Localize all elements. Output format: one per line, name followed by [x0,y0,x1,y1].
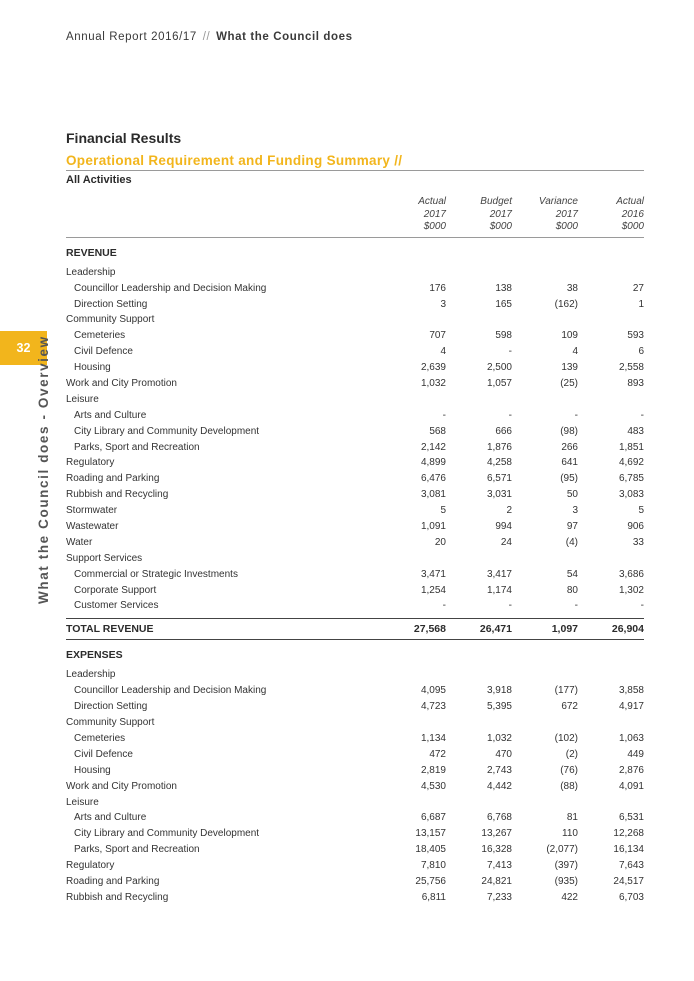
cell-value: 1,851 [618,441,644,453]
cell-value: 5,395 [486,701,512,713]
cell-value: 5 [638,505,644,517]
cell-value: 3,417 [486,568,512,580]
column-header: Budget 2017 $000 [480,196,512,233]
cell-value: 470 [495,748,512,760]
scope-label: All Activities [66,174,132,186]
row-label: Housing [74,362,111,374]
cell-value: 568 [429,425,446,437]
cell-value: 598 [495,330,512,342]
row-label: Leadership [66,669,116,681]
cell-value: (98) [560,425,578,437]
row-label: Leisure [66,796,99,808]
total-value: 26,904 [611,623,644,636]
row-label: Cemeteries [74,732,126,744]
cell-value: 27 [632,282,644,294]
row-label: Rubbish and Recycling [66,489,169,501]
table-row [66,392,644,408]
cell-value: 24,821 [481,875,512,887]
cell-value: 3,081 [420,489,446,501]
cell-value: 422 [561,891,578,903]
cell-value: 906 [627,521,644,533]
cell-value: 3,686 [618,568,644,580]
table-row [66,667,644,683]
section-side-label: What the Council does - Overview [36,335,51,604]
cell-value: 1,254 [420,584,446,596]
cell-value: 13,157 [415,828,446,840]
cell-value [446,795,512,811]
row-label: Parks, Sport and Recreation [74,844,200,856]
table-row [66,699,644,715]
cell-value: 16,328 [481,844,512,856]
cell-value: 1,032 [420,378,446,390]
cell-value: 4,091 [618,780,644,792]
table-row [66,890,644,906]
cell-value: 1,032 [486,732,512,744]
cell-value: 24 [500,536,512,548]
total-value: 27,568 [413,623,446,636]
row-label: Community Support [66,717,155,729]
cell-value: 54 [566,568,578,580]
running-header [66,31,353,43]
cell-value: (76) [560,764,578,776]
cell-value: 7,643 [618,860,644,872]
cell-value: 25,756 [415,875,446,887]
cell-value: (397) [554,860,578,872]
table-row [66,683,644,699]
cell-value [512,795,578,811]
cell-value: 483 [627,425,644,437]
header-section: What the Council does [216,31,353,43]
cell-value: 1,302 [618,584,644,596]
cell-value: 2,819 [420,764,446,776]
cell-value: 97 [566,521,578,533]
table-row [66,297,644,313]
total-revenue-row [66,618,644,640]
table-row [66,360,644,376]
table-row [66,874,644,890]
cell-value: 6,768 [486,812,512,824]
cell-value: 4,692 [618,457,644,469]
table-row [66,535,644,551]
cell-value: (88) [560,780,578,792]
cell-value: 266 [561,441,578,453]
cell-value: 139 [561,362,578,374]
cell-value: 12,268 [613,828,644,840]
cell-value [446,312,512,328]
cell-value: 707 [429,330,446,342]
column-header: Actual 2017 $000 [418,196,446,233]
row-label: Leisure [66,393,99,405]
cell-value: 1,063 [618,732,644,744]
cell-value: 7,413 [486,860,512,872]
table-row [66,842,644,858]
cell-value: 6,703 [618,891,644,903]
row-label: Parks, Sport and Recreation [74,441,200,453]
row-label: Work and City Promotion [66,780,177,792]
cell-value: 6,531 [618,812,644,824]
row-label: Direction Setting [74,298,148,310]
row-label: Councillor Leadership and Decision Making [74,282,267,294]
cell-value: 2,500 [486,362,512,374]
table-row [66,747,644,763]
cell-value: 6,687 [420,812,446,824]
cell-value: - [640,409,644,421]
row-label: Regulatory [66,860,115,872]
cell-value: 2,558 [618,362,644,374]
row-label: City Library and Community Development [74,828,260,840]
table-row [66,598,644,614]
cell-value [380,392,446,408]
table-row [66,715,644,731]
cell-value: 6 [638,346,644,358]
table-row [66,810,644,826]
table-row [66,424,644,440]
cell-value: 593 [627,330,644,342]
row-label: Work and City Promotion [66,378,177,390]
cell-value: 994 [495,521,512,533]
cell-value: 24,517 [613,875,644,887]
cell-value [380,551,446,567]
row-label: Stormwater [66,505,118,517]
cell-value [446,265,512,281]
table-row [66,408,644,424]
row-label: Civil Defence [74,748,133,760]
cell-value: 666 [495,425,512,437]
cell-value [578,795,644,811]
row-label: Arts and Culture [74,812,147,824]
row-label: City Library and Community Development [74,425,260,437]
total-value: 26,471 [479,623,512,636]
cell-value: (177) [554,685,578,697]
revenue-heading: REVENUE [66,246,117,259]
cell-value: 3,083 [618,489,644,501]
table-row [66,763,644,779]
cell-value: 1 [638,298,644,310]
row-label: Roading and Parking [66,875,160,887]
table-row [66,567,644,583]
cell-value: 2,639 [420,362,446,374]
page-subtitle: Operational Requirement and Funding Summary // [66,153,644,171]
cell-value: 38 [566,282,578,294]
cell-value: - [508,346,512,358]
financial-table [66,196,644,906]
cell-value: 80 [566,584,578,596]
cell-value: 1,174 [486,584,512,596]
cell-value: 1,057 [486,378,512,390]
cell-value: 16,134 [613,844,644,856]
cell-value [578,551,644,567]
cell-value: 3 [440,298,446,310]
cell-value [380,715,446,731]
row-label: Corporate Support [74,584,157,596]
cell-value: 4,095 [420,685,446,697]
table-row [66,281,644,297]
cell-value: - [574,600,578,612]
total-value: 1,097 [551,623,578,636]
cell-value [578,667,644,683]
cell-value: - [508,600,512,612]
cell-value [578,265,644,281]
cell-value [380,312,446,328]
cell-value: 449 [627,748,644,760]
cell-value: (102) [554,732,578,744]
cell-value: 1,091 [420,521,446,533]
cell-value: 4,442 [486,780,512,792]
cell-value: 3,858 [618,685,644,697]
cell-value: 18,405 [415,844,446,856]
table-row [66,487,644,503]
cell-value: (2,077) [546,844,578,856]
row-label: Support Services [66,552,143,564]
cell-value: 3,471 [420,568,446,580]
cell-value: 50 [566,489,578,501]
cell-value [380,667,446,683]
cell-value: 4 [572,346,578,358]
cell-value [512,667,578,683]
cell-value [446,392,512,408]
table-row [66,312,644,328]
cell-value: 2 [506,505,512,517]
cell-value: (4) [565,536,578,548]
table-row [66,455,644,471]
cell-value [578,312,644,328]
cell-value: 7,233 [486,891,512,903]
cell-value: (25) [560,378,578,390]
cell-value: 33 [632,536,644,548]
cell-value: 81 [566,812,578,824]
cell-value [512,715,578,731]
cell-value: 893 [627,378,644,390]
total-label: TOTAL REVENUE [66,623,154,636]
cell-value: 672 [561,701,578,713]
cell-value [512,312,578,328]
row-label: Direction Setting [74,701,148,713]
cell-value: 2,142 [420,441,446,453]
cell-value [512,551,578,567]
cell-value: - [574,409,578,421]
cell-value: (2) [565,748,578,760]
column-header: Actual 2016 $000 [616,196,644,233]
table-row [66,826,644,842]
table-row [66,503,644,519]
cell-value: 1,876 [486,441,512,453]
expenses-rows [66,667,644,905]
cell-value: 6,811 [421,891,446,903]
cell-value: 4,530 [420,780,446,792]
cell-value: 6,785 [618,473,644,485]
table-row [66,265,644,281]
page-number-tab: 32 [0,331,47,365]
table-row [66,795,644,811]
row-label: Roading and Parking [66,473,160,485]
cell-value: 4 [440,346,446,358]
table-row [66,344,644,360]
cell-value: 2,743 [486,764,512,776]
cell-value: 3,031 [486,489,512,501]
cell-value: - [442,409,446,421]
table-row [66,328,644,344]
cell-value: - [508,409,512,421]
table-row [66,583,644,599]
cell-value: 2,876 [618,764,644,776]
cell-value: 6,571 [486,473,512,485]
row-label: Leadership [66,266,116,278]
cell-value: 4,258 [486,457,512,469]
row-label: Regulatory [66,457,115,469]
table-row [66,440,644,456]
row-label: Cemeteries [74,330,126,342]
row-label: Arts and Culture [74,409,147,421]
table-row [66,779,644,795]
cell-value: - [442,600,446,612]
cell-value: 13,267 [481,828,512,840]
cell-value [578,715,644,731]
cell-value: - [640,600,644,612]
table-row [66,519,644,535]
cell-value [380,795,446,811]
expenses-heading: EXPENSES [66,649,123,662]
cell-value: 1,134 [420,732,446,744]
row-label: Councillor Leadership and Decision Making [74,685,267,697]
cell-value: 7,810 [420,860,446,872]
cell-value: 3 [572,505,578,517]
cell-value: 6,476 [420,473,446,485]
cell-value [446,715,512,731]
table-row [66,471,644,487]
cell-value: 20 [434,536,446,548]
cell-value: 165 [495,298,512,310]
revenue-rows [66,265,644,615]
row-label: Customer Services [74,600,159,612]
row-label: Housing [74,764,111,776]
cell-value [512,265,578,281]
cell-value: 3,918 [486,685,512,697]
cell-value [380,265,446,281]
cell-value: 5 [440,505,446,517]
cell-value [446,551,512,567]
cell-value: 4,723 [420,701,446,713]
row-label: Water [66,536,93,548]
page-title: Financial Results [66,130,182,146]
row-label: Commercial or Strategic Investments [74,568,238,580]
row-label: Wastewater [66,521,119,533]
cell-value [578,392,644,408]
table-row [66,858,644,874]
cell-value: 4,899 [420,457,446,469]
table-row [66,376,644,392]
cell-value: 138 [495,282,512,294]
cell-value [512,392,578,408]
cell-value: 472 [429,748,446,760]
cell-value [446,667,512,683]
cell-value: 176 [429,282,446,294]
column-header: Variance 2017 $000 [538,196,578,233]
cell-value: (95) [560,473,578,485]
cell-value: 110 [562,828,578,840]
cell-value: 4,917 [618,701,644,713]
column-headers [66,196,644,238]
table-row [66,731,644,747]
row-label: Rubbish and Recycling [66,891,169,903]
table-row [66,551,644,567]
cell-value: 641 [561,457,578,469]
row-label: Community Support [66,314,155,326]
row-label: Civil Defence [74,346,133,358]
report-title: Annual Report 2016/17 [66,31,197,43]
header-separator: // [202,31,211,43]
cell-value: (935) [554,875,578,887]
cell-value: 109 [561,330,578,342]
cell-value: (162) [554,298,578,310]
